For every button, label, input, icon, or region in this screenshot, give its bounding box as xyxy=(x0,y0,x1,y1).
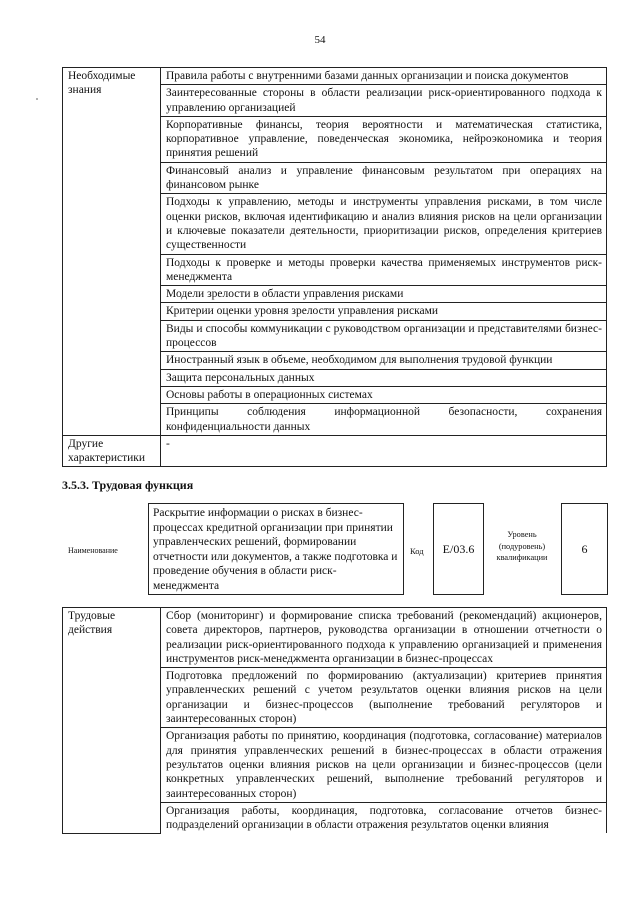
section-title: 3.5.3. Трудовая функция xyxy=(62,478,194,492)
knowledge-item: Иностранный язык в объеме, необходимом для выполнения трудовой функции xyxy=(161,352,607,369)
knowledge-item: Заинтересованные стороны в области реализации риск-ориентированного подхода к управлению организацией xyxy=(161,85,607,117)
level-value: 6 xyxy=(581,541,588,556)
knowledge-label: Необходимые знания xyxy=(63,68,161,436)
knowledge-item: Финансовый анализ и управление финансовым результатом при операциях на финансовом рынке xyxy=(161,162,607,194)
knowledge-item: Модели зрелости в области управления рисками xyxy=(161,286,607,303)
knowledge-item: Принципы соблюдения информационной безопасности, сохранения конфиденциальности данных xyxy=(161,404,607,436)
other-value: - xyxy=(161,435,607,467)
table-row xyxy=(63,435,607,467)
knowledge-item: Подходы к проверке и методы проверки качества применяемых инструментов риск-менеджмента xyxy=(161,254,607,286)
name-label: Наименование xyxy=(68,546,118,555)
knowledge-item: Правила работы с внутренними базами данных организации и поиска документов xyxy=(161,68,607,85)
action-item: Организация работы, координация, подготовка, согласование отчетов бизнес-подразделений организации в области отражения результатов оценки влияния xyxy=(161,802,607,833)
action-item: Подготовка предложений по формированию (актуализации) критериев принятия управленческих решений с учетом результатов оценки влияния рисков на цели организации и бизнес-процессов (выполнение требований регуляторов и заинтересованных сторон) xyxy=(161,668,607,728)
knowledge-item: Основы работы в операционных системах xyxy=(161,386,607,403)
knowledge-item: Защита персональных данных xyxy=(161,369,607,386)
code-label: Код xyxy=(410,546,424,556)
knowledge-item: Виды и способы коммуникации с руководством организации и представителями бизнес-процессов xyxy=(161,320,607,352)
knowledge-item: Подходы к управлению, методы и инструменты управления рисками, в том числе оценки рисков, включая идентификацию и анализ влияния рисков на цели организации и ключевые показатели деятельности, приоритизации рисков, определения критериев существенности xyxy=(161,194,607,254)
knowledge-item: Критерии оценки уровня зрелости управления рисками xyxy=(161,303,607,320)
function-name-box: Раскрытие информации о рисках в бизнес-процессах кредитной организации при принятии управленческих решений, формировании отчетности или документов, а также подготовка и проведение обучения в области риск-менеджмента xyxy=(148,503,404,595)
function-code-box xyxy=(433,503,484,595)
level-label: Уровень (подуровень) квалификации xyxy=(496,530,548,562)
knowledge-item: Корпоративные финансы, теория вероятности и математическая статистика, корпоративное управление, поведенческая экономика, нейроэкономика и теория принятия решений xyxy=(161,116,607,162)
page-number: 54 xyxy=(314,34,326,46)
other-label: Другие характеристики xyxy=(63,435,161,467)
knowledge-table xyxy=(62,67,607,467)
actions-table xyxy=(62,607,607,834)
scan-mark xyxy=(36,98,38,100)
level-box xyxy=(561,503,608,595)
function-code: E/03.6 xyxy=(442,541,475,556)
table-row xyxy=(63,68,607,85)
action-item: Организация работы по принятию, координация (подготовка, согласование) материалов для принятия управленческих решений в бизнес-процессах в области отражения результатов оценки влияния рисков на цели организации и бизнес-процессов (цели конкретных управленческих решений, выполнение требований регуляторов и заинтересованных сторон) xyxy=(161,728,607,802)
actions-label: Трудовые действия xyxy=(63,608,161,834)
action-item: Сбор (мониторинг) и формирование списка требований (рекомендаций) акционеров, совета директоров, партнеров, руководства организации в отношении отчетности о реализации риск-ориентированного подхода к управлению организацией и применения инструментов риск-менеджмента организации в бизнес-процессах xyxy=(161,608,607,668)
table-row xyxy=(63,608,607,668)
